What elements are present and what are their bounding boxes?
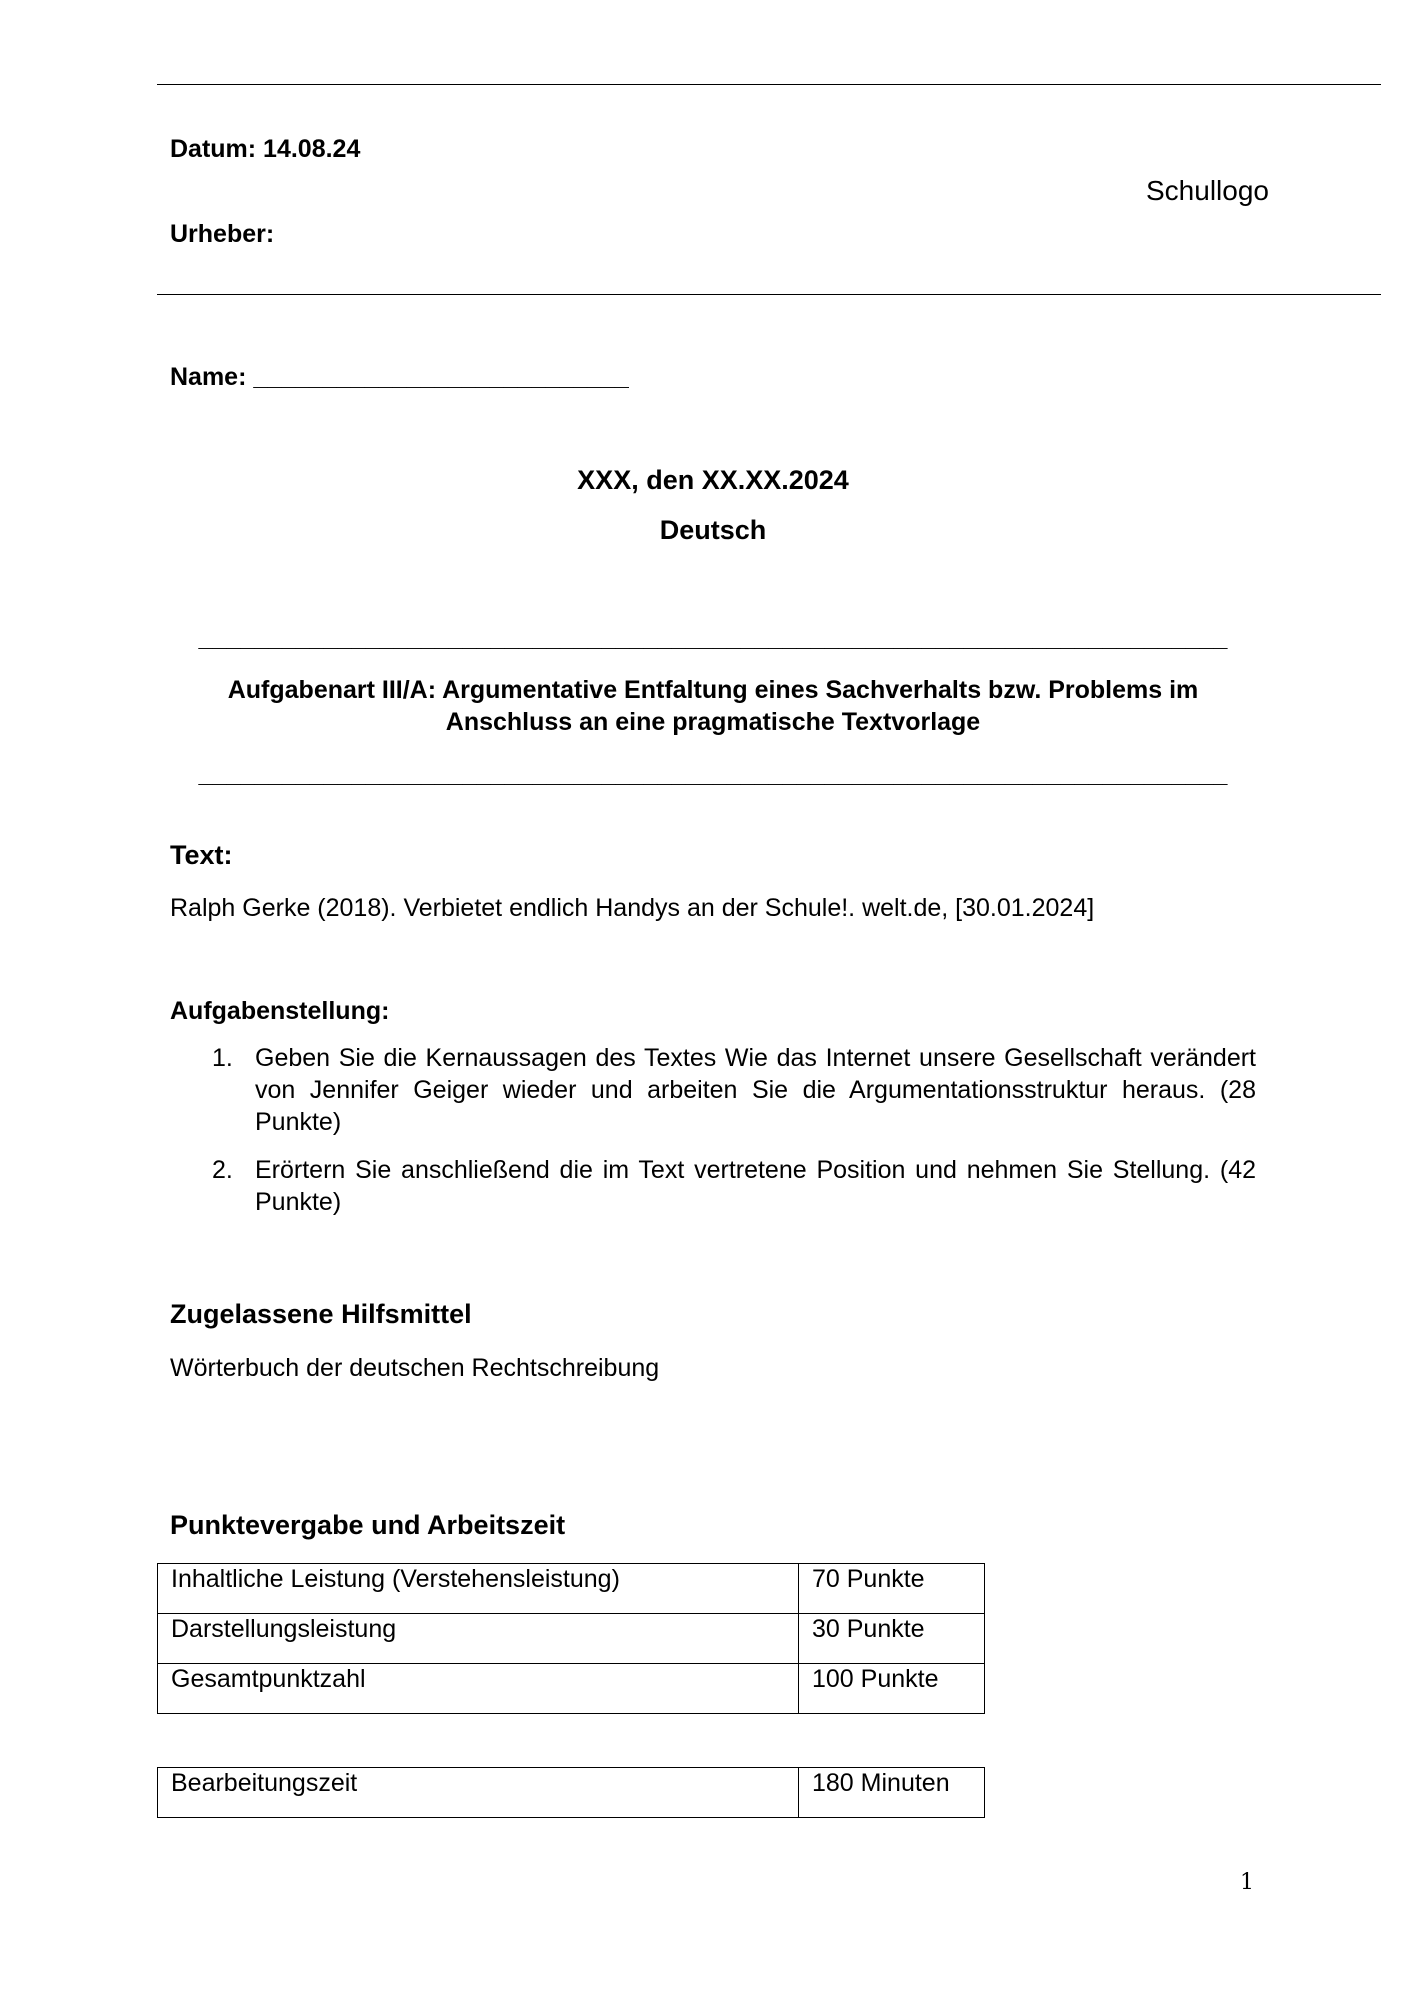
aids-text: Wörterbuch der deutschen Rechtschreibung (170, 1354, 660, 1382)
text-source: Ralph Gerke (2018). Verbietet endlich Handys an der Schule!. welt.de, [30.01.2024] (170, 894, 1095, 922)
task-text: Geben Sie die Kernaussagen des Textes Wie das Internet unsere Gesellschaft verändert von Jennifer Geiger wieder und arbeiten Sie die Argumentationsstruktur heraus. (28 Punkte) (255, 1044, 1256, 1136)
text-heading: Text: (170, 840, 233, 870)
page-number: 1 (1240, 1870, 1254, 1895)
task-type-line-2: Anschluss an eine pragmatische Textvorlage (445, 708, 981, 736)
time-row-value: 180 Minuten (799, 1768, 985, 1818)
points-heading: Punktevergabe und Arbeitszeit (170, 1510, 566, 1540)
table-row (158, 1664, 985, 1714)
task-number: 2. (212, 1156, 233, 1184)
assignment-heading: Aufgabenstellung: (170, 997, 390, 1025)
header-top-rule (157, 84, 1381, 85)
points-table (157, 1563, 985, 1714)
subject-title: Deutsch (659, 515, 767, 545)
time-table (157, 1767, 985, 1818)
points-row-value: 70 Punkte (799, 1564, 985, 1614)
student-name-field: Name: ___________________________ (170, 363, 629, 391)
school-logo-placeholder: Schullogo (1146, 175, 1269, 206)
task-type-heading (170, 674, 1256, 738)
points-row-value: 100 Punkte (799, 1664, 985, 1714)
title-rule-bottom: __________________________________________________________________________ (198, 760, 1228, 788)
table-row (158, 1614, 985, 1664)
assignment-task-1 (170, 1042, 1256, 1138)
header-bottom-rule (157, 294, 1381, 295)
datum-label: Datum: 14.08.24 (170, 135, 361, 163)
assignment-task-list (170, 1042, 1256, 1218)
urheber-label: Urheber: (170, 220, 275, 248)
task-text: Erörtern Sie anschließend die im Text vertretene Position und nehmen Sie Stellung. (42 Punkte) (255, 1156, 1256, 1216)
task-number: 1. (212, 1044, 233, 1072)
points-row-label: Darstellungsleistung (158, 1614, 799, 1664)
points-row-label: Gesamtpunktzahl (158, 1664, 799, 1714)
points-row-label: Inhaltliche Leistung (Verstehensleistung) (158, 1564, 799, 1614)
table-row (158, 1768, 985, 1818)
place-date: XXX, den XX.XX.2024 (577, 465, 849, 495)
assignment-task-2 (170, 1154, 1256, 1218)
time-row-label: Bearbeitungszeit (158, 1768, 799, 1818)
aids-heading: Zugelassene Hilfsmittel (170, 1299, 472, 1329)
title-rule-top: __________________________________________________________________________ (198, 624, 1228, 652)
points-row-value: 30 Punkte (799, 1614, 985, 1664)
task-type-line-1: Aufgabenart III/A: Argumentative Entfaltung eines Sachverhalts bzw. Problems im (227, 676, 1199, 704)
table-row (158, 1564, 985, 1614)
